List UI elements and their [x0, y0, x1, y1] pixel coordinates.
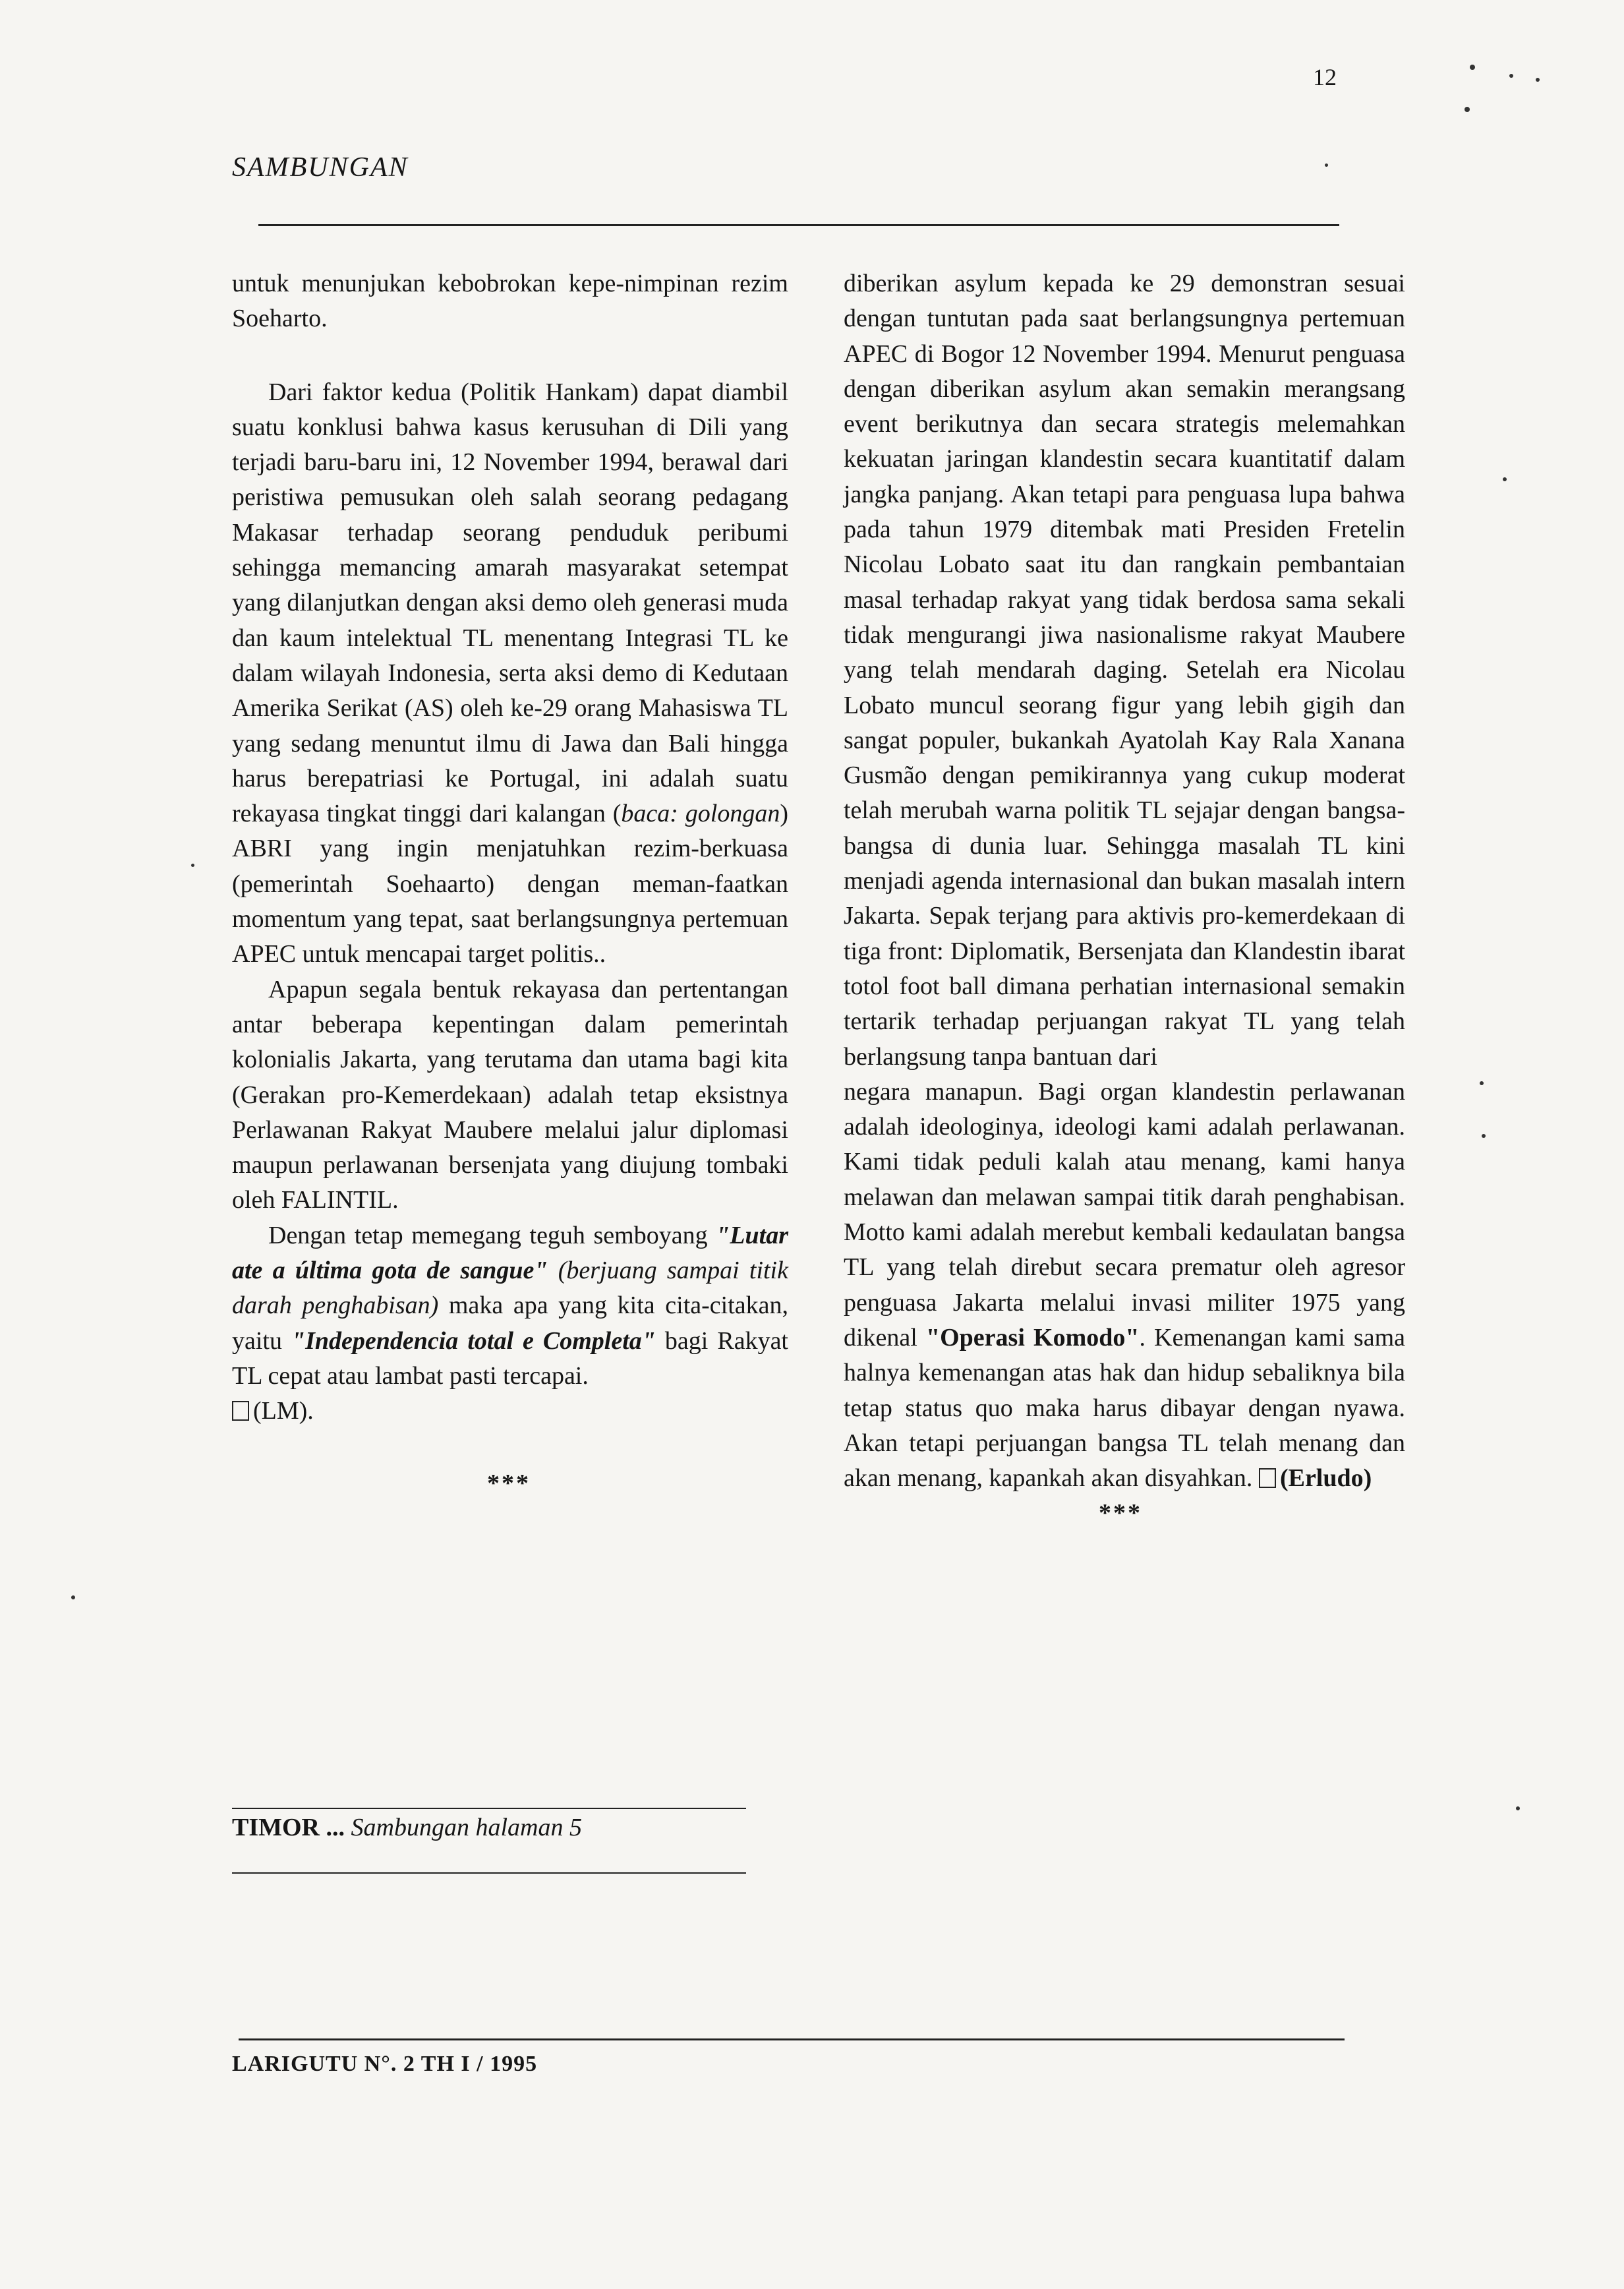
scan-speck [1480, 1081, 1484, 1085]
paragraph-text: diberikan asylum kepada ke 29 demonstran sesuai dengan tuntutan pada saat berlangsungnya pertemuan APEC di Bogor 12 November 1994. Menurut penguasa dengan diberikan asylum akan semakin merangsang event berikutnya dan secara strategis melemahkan kekuatan jaringan klandestin secara kuantitatif dalam jangka panjang. Akan tetapi para penguasa lupa bahwa pada tahun 1979 ditembak mati Presiden Fretelin Nicolau Lobato saat itu dan rangkain pembantaian masal terhadap rakyat yang tidak berdosa sama sekali tidak mengurangi jiwa nasionalisme rakyat Maubere yang telah mendarah daging. Setelah era Nicolau Lobato muncul seorang figur yang lebih gigih dan sangat populer, bukankah Ayatolah Kay Rala Xanana Gusmão dengan pemikirannya yang cukup moderat telah merubah warna politik TL sejajar dengan bangsa-bangsa di dunia luar. Sehingga masalah TL kini menjadi agenda internasional dan bukan masalah intern Jakarta. Sepak terjang para aktivis pro-kemerdekaan di tiga front: Diplomatik, Bersenjata dan Klandestin ibarat totol foot ball dimana perhatian internasional semakin tertarik terhadap perjuangan rakyat TL yang telah berlangsung tanpa bantuan dari [844, 270, 1405, 1071]
italic-phrase: baca: golongan [621, 800, 780, 828]
separator-stars: *** [487, 1469, 531, 1497]
scan-speck [1464, 107, 1470, 112]
paragraph [844, 1075, 1405, 1497]
paragraph [844, 266, 1405, 1075]
section-title: SAMBUNGAN [232, 152, 409, 183]
scan-speck [1470, 65, 1475, 70]
end-mark-icon [232, 1401, 249, 1421]
paragraph [232, 972, 788, 1218]
motto-translation: (berjuang sampai titik darah penghabisan) [232, 1257, 788, 1320]
continuation-reference: Sambungan halaman 5 [351, 1814, 582, 1841]
separator-stars: *** [1099, 1499, 1142, 1528]
goal-quote: "Independencia total e Completa" [291, 1326, 656, 1355]
left-column [232, 266, 788, 1501]
right-column [844, 266, 1405, 1531]
paragraph-text: Apapun segala bentuk rekayasa dan pertentangan antar beberapa kepentingan dalam pemerintah kolonialis Jakarta, yang terutama dan utama bagi kita (Gerakan pro-Kemerdekaan) adalah tetap eksistnya Perlawanan Rakyat Maubere melalui jalur diplomasi maupun perlawanan bersenjata yang diujung tombaki oleh FALINTIL. [232, 975, 788, 1214]
author-signature: (LM). [253, 1397, 314, 1425]
continuation-rule-bottom [232, 1872, 746, 1874]
scan-speck [71, 1595, 75, 1599]
footer-publication: LARIGUTU N°. 2 TH I / 1995 [232, 2052, 538, 2076]
paragraph [232, 375, 788, 972]
paragraph-text: negara manapun. Bagi organ klandestin perlawanan adalah ideologinya, ideologi kami adalah perlawanan. Kami tidak peduli kalah atau menang, kami hanya melawan dan melawan sampai titik darah penghabisan. Motto kami adalah merebut kembali kedaulatan bangsa TL yang telah direbut secara prematur oleh agresor penguasa Jakarta melalui invasi militer 1975 yang dikenal [844, 1077, 1405, 1352]
scan-speck [1509, 74, 1513, 78]
paragraph-text: . Kemenangan kami sama halnya kemenangan atas hak dan hidup sebaliknya bila tetap status quo maka harus dibayar dengan nyawa. Akan tetapi perjuangan bangsa TL telah menang dan akan menang, kapankah akan disyahkan. [844, 1323, 1405, 1493]
scan-speck [1325, 164, 1328, 167]
paragraph [232, 266, 788, 337]
author-signature: (Erludo) [1279, 1464, 1372, 1493]
operation-name: "Operasi Komodo" [926, 1323, 1140, 1352]
continuation-note [232, 1813, 582, 1842]
scan-speck [1482, 1134, 1486, 1138]
continuation-rule-top [232, 1808, 746, 1809]
scan-speck [191, 864, 194, 867]
paragraph-text: bagi Rakyat TL cepat atau lambat pasti tercapai. [232, 1326, 788, 1390]
paragraph-text: Dari faktor kedua (Politik Hankam) dapat diambil suatu konklusi bahwa kasus kerusuhan di Dili yang terjadi baru-baru ini, 12 November 1994, berawal dari peristiwa pemusukan oleh salah seorang pedagang Makasar terhadap seorang penduduk peribumi sehingga memancing amarah masyarakat setempat yang dilanjutkan dengan aksi demo oleh generasi muda dan kaum intelektual TL menentang Integrasi TL ke dalam wilayah Indonesia, serta aksi demo di Kedutaan Amerika Serikat (AS) oleh ke-29 orang Mahasiswa TL yang sedang menuntut ilmu di Jawa dan Bali hingga harus berepatriasi ke Portugal, ini adalah suatu rekayasa tingkat tinggi dari kalangan ( [232, 378, 788, 828]
header-rule [258, 224, 1339, 226]
scan-speck [1503, 477, 1507, 481]
paragraph-text: Dengan tetap memegang teguh semboyang [268, 1221, 716, 1249]
paragraph-gap [232, 337, 788, 375]
paragraph-text: ) ABRI yang ingin menjatuhkan rezim-berkuasa (pemerintah Soehaarto) dengan meman-faatkan momentum yang tepat, saat berlangsungnya pertemuan APEC untuk mencapai target politis.. [232, 800, 788, 968]
scan-speck [1536, 78, 1540, 82]
paragraph-text: untuk menunjukan kebobrokan kepe-nimpinan rezim Soeharto. [232, 270, 788, 333]
paragraph [232, 1218, 788, 1429]
paragraph-gap [232, 1429, 788, 1466]
end-mark-icon [1259, 1468, 1276, 1488]
motto-quote: "Lutar ate a última gota de sangue" [232, 1221, 788, 1285]
scan-speck [1516, 1806, 1520, 1810]
footer-rule [239, 2038, 1345, 2040]
page-number: 12 [1313, 64, 1337, 90]
continuation-label: TIMOR ... [232, 1814, 351, 1841]
paragraph-text: maka apa yang kita cita-citakan, yaitu [232, 1292, 788, 1355]
